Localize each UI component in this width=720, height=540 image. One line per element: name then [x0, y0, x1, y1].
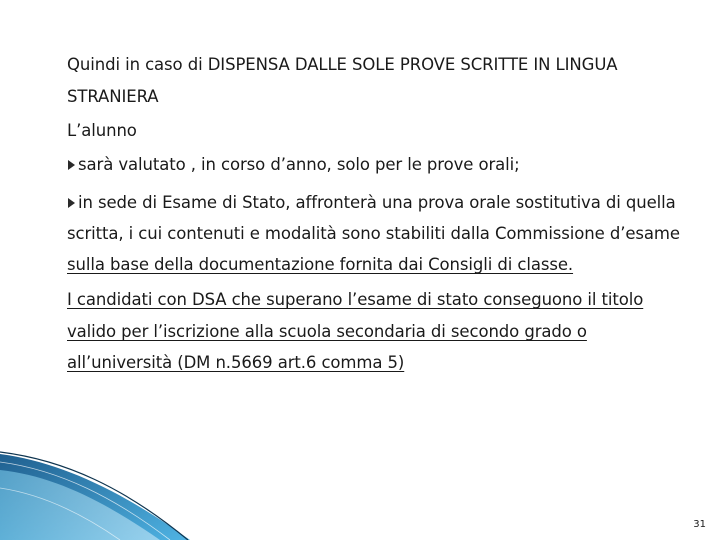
subject-line: L’alunno [67, 121, 137, 140]
bullet-2-line-3: sulla base della documentazione fornita dai Consigli di classe. [67, 255, 574, 274]
corner-wave-decoration [0, 440, 190, 540]
triangle-bullet-icon [68, 198, 75, 208]
intro-line-2: STRANIERA [67, 87, 159, 106]
bullet-1-text: sarà valutato , in corso d’anno, solo per le prove orali; [78, 155, 520, 174]
intro-line-1: Quindi in caso di DISPENSA DALLE SOLE PROVE SCRITTE IN LINGUA [67, 55, 618, 74]
page-number: 31 [693, 519, 706, 530]
bullet-2-line-2: scritta, i cui contenuti e modalità sono stabiliti dalla Commissione d’esame [67, 224, 680, 243]
bullet-2-line-1: in sede di Esame di Stato, affronterà una prova orale sostitutiva di quella [78, 193, 676, 212]
conclusion-line-2: valido per l’iscrizione alla scuola secondaria di secondo grado o [67, 322, 587, 341]
conclusion-line-1: I candidati con DSA che superano l’esame di stato conseguono il titolo [67, 290, 644, 309]
triangle-bullet-icon [68, 160, 75, 170]
conclusion-line-3: all’università (DM n.5669 art.6 comma 5) [67, 353, 405, 372]
